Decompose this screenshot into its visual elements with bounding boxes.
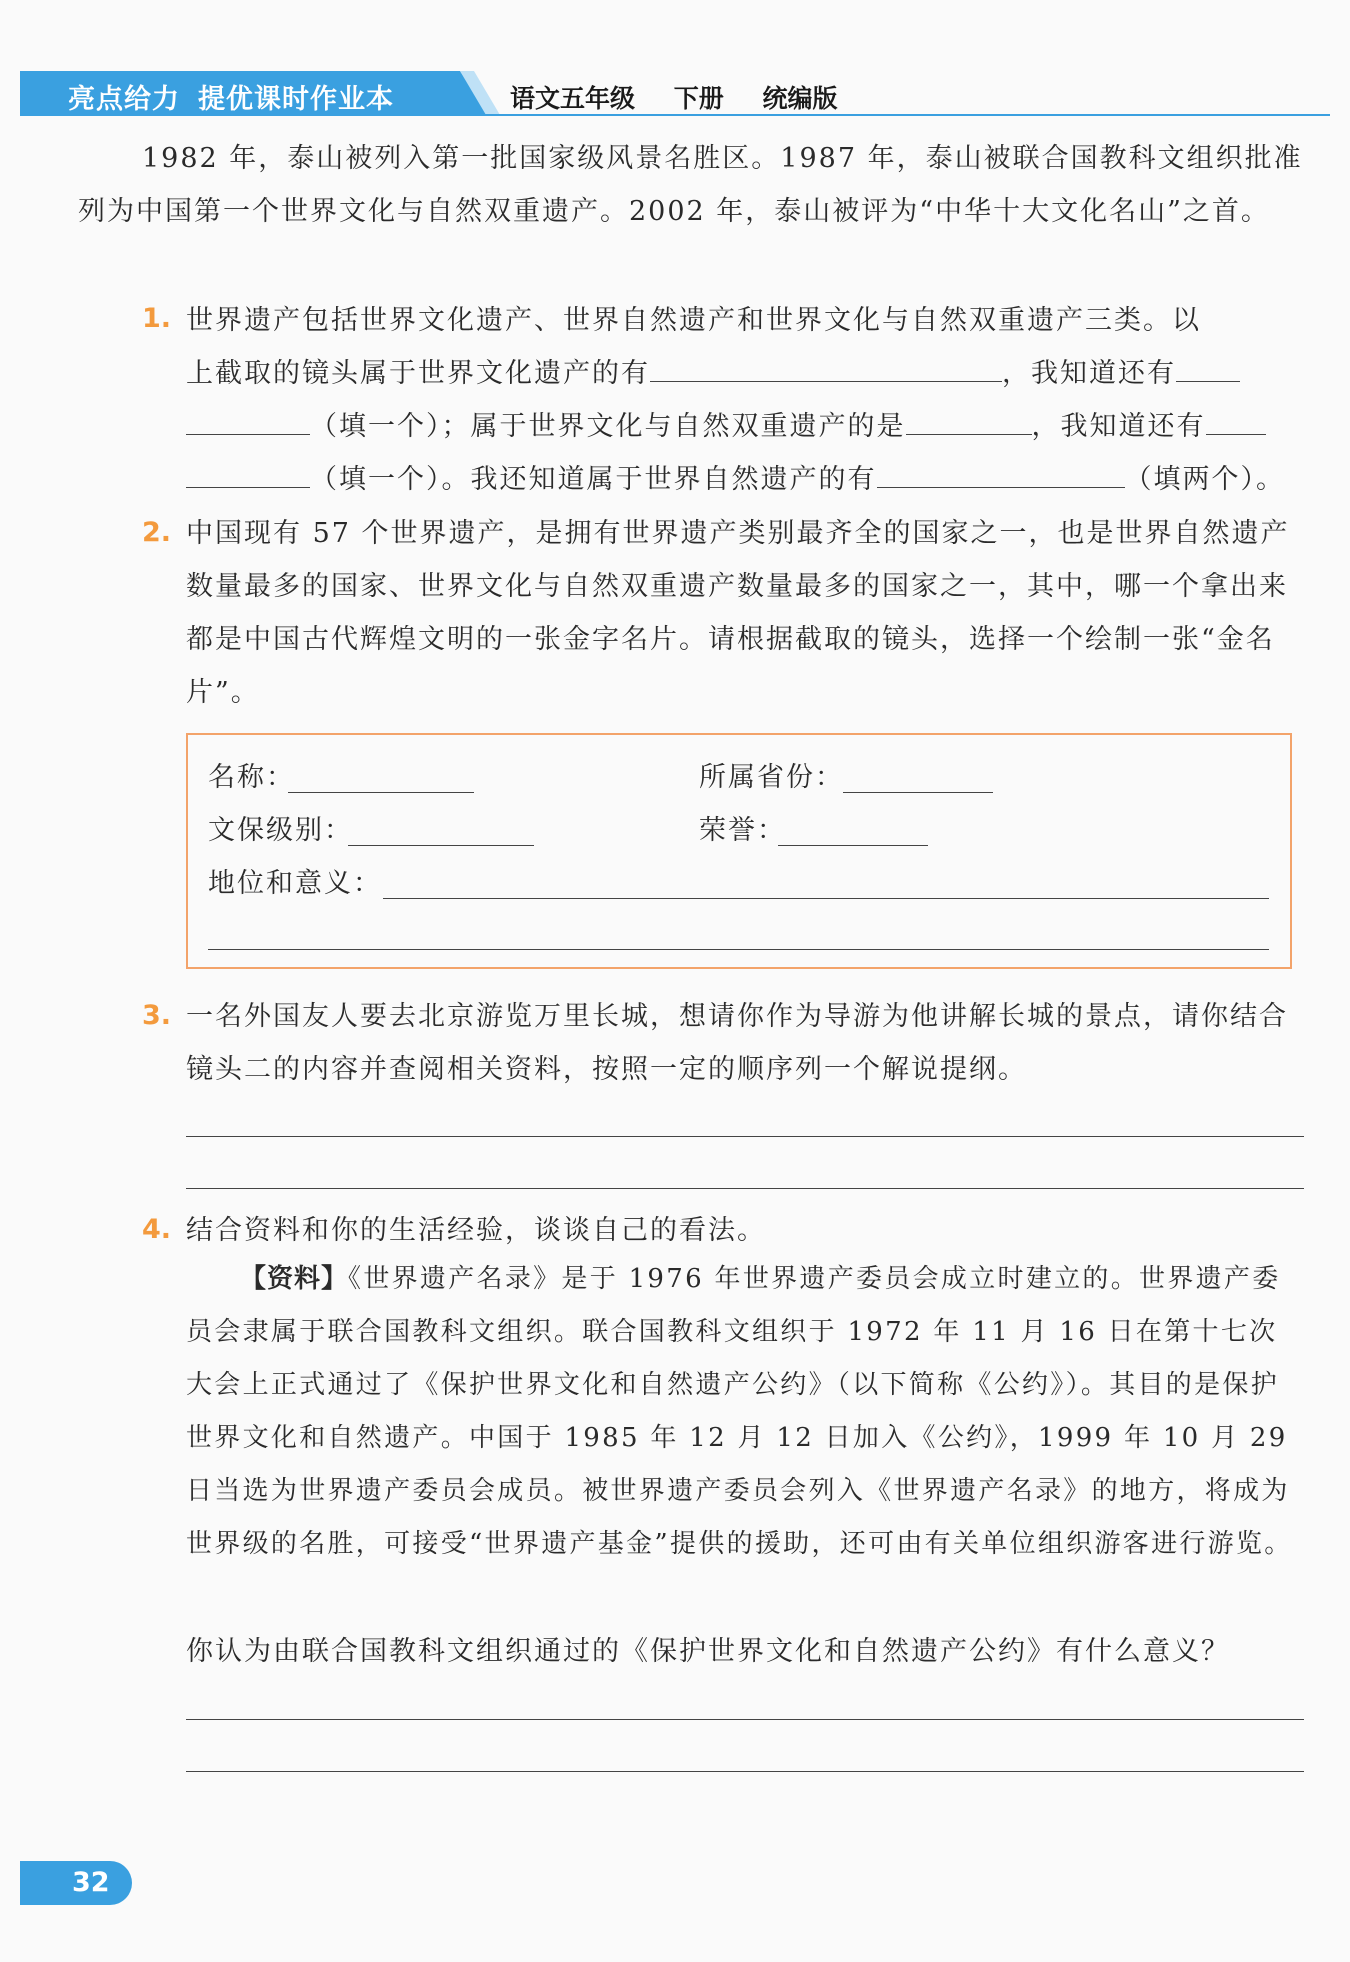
question-4: 结合资料和你的生活经验，谈谈自己的看法。 <box>186 1215 766 1246</box>
q1-text-3a: （填一个）；属于世界文化与自然双重遗产的是 <box>310 411 906 442</box>
card-name-label: 名称： <box>208 762 295 793</box>
answer-line[interactable] <box>186 1188 1304 1189</box>
q1-text-4a: （填一个）。我还知道属于世界自然遗产的有 <box>310 464 877 495</box>
material-tag: 【资料】 <box>240 1264 349 1294</box>
card-province-blank[interactable] <box>843 792 993 793</box>
card-honor-label: 荣誉： <box>699 815 786 846</box>
intro-paragraph: 1982 年，泰山被列入第一批国家级风景名胜区。1987 年，泰山被联合国教科文组织批准列为中国第一个世界文化与自然双重遗产。2002 年，泰山被评为“中华十大文化名山”之首。 <box>78 143 1303 227</box>
q1-text-4b: （填两个）。 <box>1124 464 1285 495</box>
question-3: 一名外国友人要去北京游览万里长城，想请你作为导游为他讲解长城的景点，请你结合镜头二的内容并查阅相关资料，按照一定的顺序列一个解说提纲。 <box>186 1001 1288 1085</box>
question-3-number: 3. <box>142 1000 172 1031</box>
q1-line-1: 世界遗产包括世界文化遗产、世界自然遗产和世界文化与自然双重遗产三类。以 <box>186 305 1201 336</box>
book-info <box>510 79 867 115</box>
answer-line[interactable] <box>186 1719 1304 1720</box>
question-2: 中国现有 57 个世界遗产，是拥有世界遗产类别最齐全的国家之一，也是世界自然遗产数量最多的国家、世界文化与自然双重遗产数量最多的国家之一，其中，哪一个拿出来都是中国古代辉煌文明的一张金字名片。请根据截取的镜头，选择一个绘制一张“金名片”。 <box>186 518 1290 708</box>
page-number: 32 <box>20 1861 132 1905</box>
edition: 统编版 <box>762 84 838 113</box>
card-level-blank[interactable] <box>348 845 534 846</box>
answer-blank[interactable] <box>1176 353 1240 382</box>
subject-grade: 语文五年级 <box>510 84 636 113</box>
brand-name: 亮点给力 <box>68 84 180 115</box>
question-1-number: 1. <box>142 303 172 334</box>
card-name-blank[interactable] <box>288 792 474 793</box>
answer-blank[interactable] <box>186 459 310 488</box>
material-text: 《世界遗产名录》是于 1976 年世界遗产委员会成立时建立的。世界遗产委员会隶属于联合国教科文组织。联合国教科文组织于 1972 年 11 月 16 日在第十七次大会上正式通过了《保护世界文化和自然遗产公约》（以下简称《公约》）。其目的是保护世界文化和自然遗产。中国于 1985 年 12 月 12 日加入《公约》，1999 年 10 月 29 日当选为世界遗产委员会成员。被世界遗产委员会列入《世界遗产名录》的地方，将成为世界级的名胜，可接受“世界遗产基金”提供的援助，还可由有关单位组织游客进行游览。 <box>186 1264 1293 1559</box>
q1-line-2 <box>186 347 1304 400</box>
q1-line-4 <box>186 453 1304 506</box>
card-status-blank-2[interactable] <box>208 949 1269 950</box>
series-name: 提优课时作业本 <box>198 84 394 115</box>
q1-text-2b: ，我知道还有 <box>1002 358 1176 389</box>
answer-blank[interactable] <box>186 406 310 435</box>
question-1 <box>186 294 1304 506</box>
card-level-label: 文保级别： <box>208 815 353 846</box>
card-province-label: 所属省份： <box>699 762 844 793</box>
volume: 下册 <box>673 84 724 113</box>
question-4-prompt: 你认为由联合国教科文组织通过的《保护世界文化和自然遗产公约》有什么意义？ <box>186 1636 1230 1667</box>
question-2-number: 2. <box>142 517 172 548</box>
q1-line-3 <box>186 400 1304 453</box>
q1-text-3b: ，我知道还有 <box>1031 411 1206 442</box>
material-paragraph <box>186 1253 1304 1571</box>
answer-blank[interactable] <box>1206 406 1266 435</box>
card-status-blank[interactable] <box>383 898 1269 899</box>
answer-line[interactable] <box>186 1136 1304 1137</box>
card-honor-blank[interactable] <box>778 845 928 846</box>
q1-text-2a: 上截取的镜头属于世界文化遗产的有 <box>186 358 650 389</box>
gold-card-box <box>186 733 1292 969</box>
answer-blank[interactable] <box>877 459 1125 488</box>
answer-line[interactable] <box>186 1771 1304 1772</box>
card-status-label: 地位和意义： <box>208 868 382 899</box>
answer-blank[interactable] <box>906 406 1032 435</box>
brand-title <box>68 77 394 116</box>
answer-blank[interactable] <box>650 353 1002 382</box>
question-4-number: 4. <box>142 1214 172 1245</box>
page-header <box>20 71 1330 115</box>
